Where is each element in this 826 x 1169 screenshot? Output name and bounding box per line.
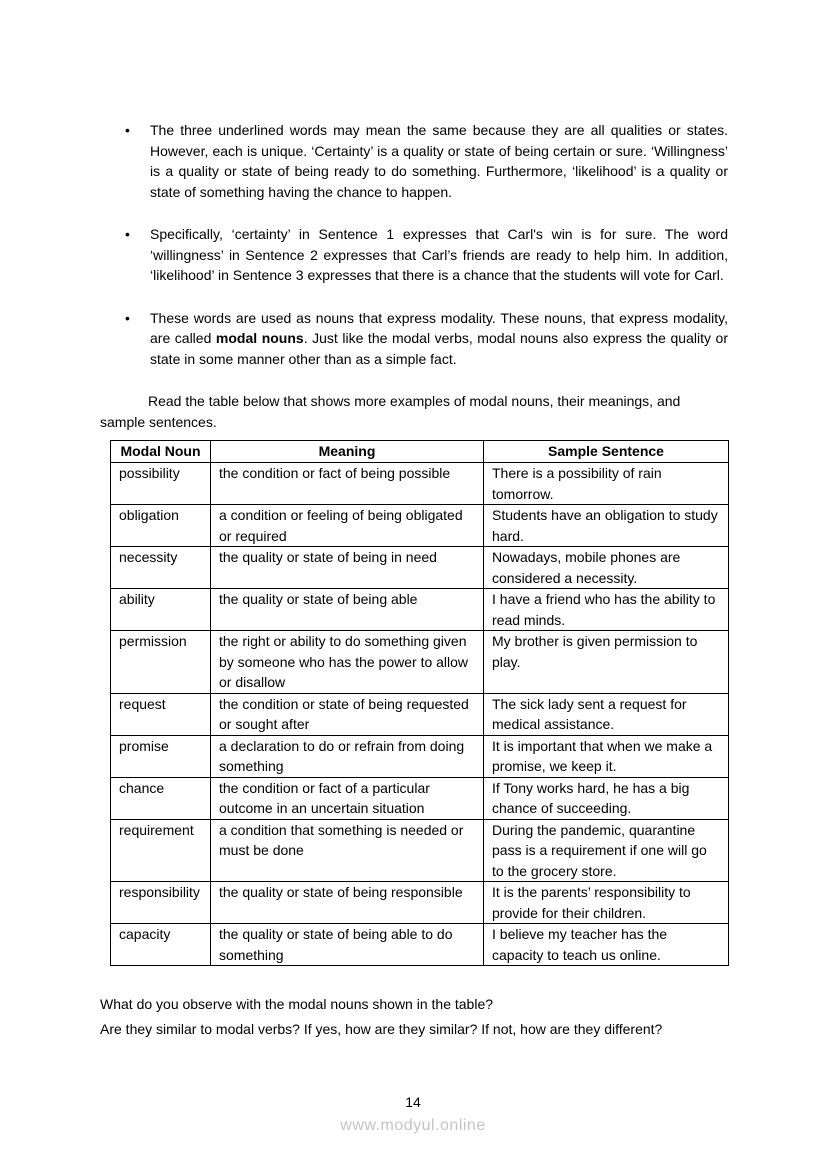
question-observe: What do you observe with the modal nouns shown in the table? [100,996,494,1012]
table-row [111,777,729,819]
cell-modal-noun: promise [111,735,211,777]
table-row [111,882,729,924]
cell-meaning: the quality or state of being able to do something [211,924,484,966]
bullet-item-qualities [100,120,728,202]
cell-sample-sentence: I believe my teacher has the capacity to teach us online. [484,924,729,966]
column-header-sample-sentence: Sample Sentence [484,441,729,463]
cell-meaning: the quality or state of being in need [211,547,484,589]
question-similar: Are they similar to modal verbs? If yes, how are they similar? If not, how are they different? [100,1021,663,1037]
watermark-text: www.modyul.online [340,1117,486,1134]
cell-sample-sentence: If Tony works hard, he has a big chance of succeeding. [484,777,729,819]
bullet-text-pre: These words are used as nouns that express modality. These nouns, that express modality, are called [150,309,728,346]
cell-sample-sentence: Students have an obligation to study hard. [484,505,729,547]
cell-modal-noun: necessity [111,547,211,589]
table-row [111,924,729,966]
table-row [111,589,729,631]
table-intro-paragraph: Read the table below that shows more examples of modal nouns, their meanings, and sample sentences. [100,393,681,430]
cell-sample-sentence: I have a friend who has the ability to read minds. [484,589,729,631]
cell-modal-noun: permission [111,631,211,694]
page-footer [0,1093,826,1135]
bullet-item-modal-nouns [100,308,728,370]
cell-meaning: a declaration to do or refrain from doing something [211,735,484,777]
column-header-meaning: Meaning [211,441,484,463]
cell-sample-sentence: During the pandemic, quarantine pass is a requirement if one will go to the grocery store. [484,819,729,882]
bullet-text: The three underlined words may mean the same because they are all qualities or states. However, each is unique. ‘Certainty’ is a quality or state of being certain or sure. ‘Willingness’ is a quality or state of being ready to do something. Furthermore, ‘likelihood’ is a quality or state of something having the chance to happen. [150,122,728,200]
cell-sample-sentence: It is the parents’ responsibility to provide for their children. [484,882,729,924]
cell-meaning: the condition or fact of a particular outcome in an uncertain situation [211,777,484,819]
bullet-list [100,120,728,369]
cell-modal-noun: request [111,693,211,735]
cell-modal-noun: ability [111,589,211,631]
cell-sample-sentence: It is important that when we make a promise, we keep it. [484,735,729,777]
cell-modal-noun: responsibility [111,882,211,924]
table-row [111,547,729,589]
table-row [111,693,729,735]
table-row [111,819,729,882]
cell-sample-sentence: My brother is given permission to play. [484,631,729,694]
cell-modal-noun: obligation [111,505,211,547]
modal-nouns-table [110,440,729,966]
cell-modal-noun: requirement [111,819,211,882]
table-row [111,735,729,777]
cell-sample-sentence: The sick lady sent a request for medical assistance. [484,693,729,735]
cell-meaning: the right or ability to do something given by someone who has the power to allow or disallow [211,631,484,694]
cell-modal-noun: possibility [111,463,211,505]
page-content [100,120,728,1042]
bullet-text-post: . Just like the modal verbs, modal nouns also express the quality or state in some manner other than as a simple fact. [150,330,728,367]
column-header-modal-noun: Modal Noun [111,441,211,463]
cell-meaning: a condition or feeling of being obligated or required [211,505,484,547]
cell-modal-noun: capacity [111,924,211,966]
bullet-text: Specifically, ‘certainty’ in Sentence 1 expresses that Carl's win is for sure. The word ‘willingness’ in Sentence 2 expresses that Carl’s friends are ready to help him. In addition, ‘likelihood’ in Sentence 3 expresses that there is a chance that the students will vote for Carl. [150,226,728,283]
page-number: 14 [405,1094,421,1110]
cell-meaning: the condition or fact of being possible [211,463,484,505]
reflection-questions [100,992,728,1042]
table-row [111,631,729,694]
cell-meaning: the quality or state of being responsible [211,882,484,924]
cell-modal-noun: chance [111,777,211,819]
modal-nouns-term: modal nouns [215,330,304,346]
cell-meaning: the condition or state of being requested or sought after [211,693,484,735]
cell-sample-sentence: There is a possibility of rain tomorrow. [484,463,729,505]
table-row [111,505,729,547]
modal-nouns-table-body [111,463,729,966]
bullet-item-specifically [100,224,728,286]
cell-meaning: a condition that something is needed or must be done [211,819,484,882]
cell-sample-sentence: Nowadays, mobile phones are considered a necessity. [484,547,729,589]
cell-meaning: the quality or state of being able [211,589,484,631]
table-row [111,463,729,505]
table-header-row [111,441,729,463]
